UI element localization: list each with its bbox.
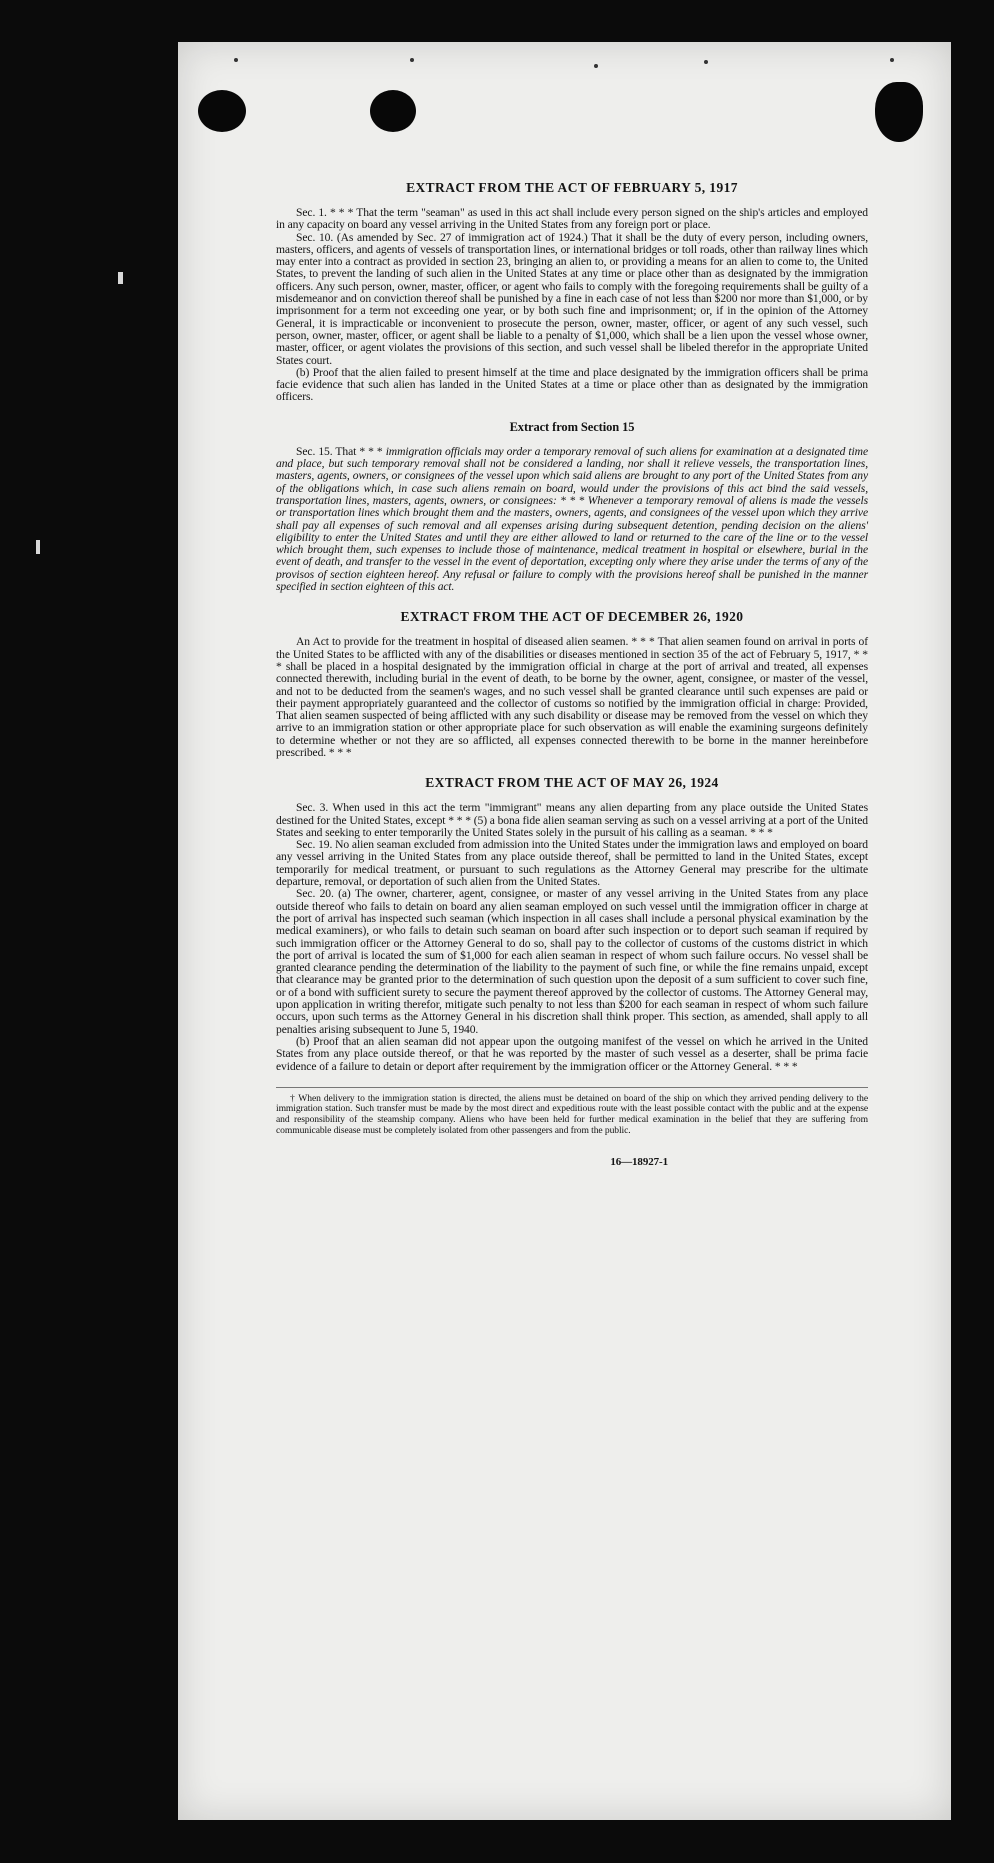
sec-1-paragraph: Sec. 1. * * * That the term "seaman" as used in this act shall include every person signed on the ship's articles and employed in any capacity on board any vessel arriving in the United States from any foreign port or place.: [276, 206, 868, 232]
punch-hole-center: [370, 90, 416, 132]
speck: [410, 58, 414, 62]
sec-10b-paragraph: (b) Proof that the alien failed to present himself at the time and place designated by the immigration officers shall be prima facie evidence that such alien has landed in the United States at a time or place other than as designated by the immigration officers.: [276, 365, 868, 404]
sec-15-lead: Sec. 15. That * * *: [296, 444, 386, 458]
act-1924-section: [276, 775, 868, 1073]
sec-19-paragraph: Sec. 19. No alien seaman excluded from admission into the United States under the immigration laws and employed on board any vessel arriving in the United States from any place outside thereof, shall be permitted to land in the United States, except temporarily for medical treatment, or pursuant to such regulations as the Attorney General may prescribe for the ultimate departure, removal, or deportation of such alien from the United States.: [276, 838, 868, 889]
sec-20a-paragraph: Sec. 20. (a) The owner, charterer, agent, consignee, or master of any vessel arriving in the United States from any place outside thereof who fails to detain on board any alien seaman employed on such vessel until the immigration officer in charge at the port of arrival has inspected such seaman (which inspection in all cases shall include a personal physical examination by the medical examiners), or who fails to detain such seaman on board after such inspection or to deport such seaman if required by such immigration officer or the Attorney General to do so, shall pay to the collector of customs of the customs district in which the port of arrival is located the sum of $1,000 for each alien seaman in respect of whom such failure occurs. No vessel shall be granted clearance pending the determination of the liability to the payment of such fine, or while the fine remains unpaid, except that clearance may be granted prior to the determination of such question upon the deposit of a sum sufficient to cover such fine, or of a bond with sufficient surety to secure the payment thereof approved by the collector of customs. The Attorney General may, upon application in writing therefor, mitigate such penalty to not less than $200 for each seaman in respect of whom such failure occurs, upon such terms as the Attorney General in his discretion shall think proper. This section, as amended, shall apply to all penalties arising subsequent to June 5, 1940.: [276, 887, 868, 1036]
margin-mark: [36, 540, 40, 554]
section-15-extract: [276, 420, 868, 594]
speck: [594, 64, 598, 68]
sec-15-italic-text: immigration officials may order a temporary removal of such aliens for examination at a designated time and place, but such temporary removal shall not be considered a landing, nor shall it relieve vessels, the transportation lines, masters, agents, owners, or consignees of the vessel upon which said aliens are brought to any port of the United States from any of the obligations which, in case such aliens remain on board, would under the provisions of this act bind the said vessels, transportation lines, masters, agents, owners, or consignees: * * * Whenever a temporary removal of aliens is made the vessels or transportation lines which brought them and the masters, owners, agents, and consignees of the vessel upon which they arrive shall pay all expenses of such removal and all expenses arising during subsequent detention, pending decision on the aliens' eligibility to enter the United States and until they are either allowed to land or returned to the care of the line or to the vessel which brought them, such expenses to include those of maintenance, medical treatment in hospital or elsewhere, burial in the event of death, and transfer to the vessel in the event of deportation, excepting only where they arise under the terms of any of the provisos of section eighteen hereof. Any refusal or failure to comply with the provisions hereof shall be punished in the manner specified in section eighteen of this act.: [276, 444, 868, 594]
sec-20b-paragraph: (b) Proof that an alien seaman did not appear upon the outgoing manifest of the vessel on which he arrived in the United States from any place outside thereof, or that he was reported by the master of such vessel as a deserter, shall be prima facie evidence of a failure to detain or deport after requirement by the immigration officer or the Attorney General. * * *: [276, 1034, 868, 1073]
speck: [890, 58, 894, 62]
speck: [234, 58, 238, 62]
act-1917-section: [276, 180, 868, 404]
act-1917-heading: EXTRACT FROM THE ACT OF FEBRUARY 5, 1917: [406, 180, 738, 195]
act-1920-paragraph: An Act to provide for the treatment in hospital of diseased alien seamen. * * * That alien seamen found on arrival in ports of the United States to be afflicted with any of the disabilities or diseases mentioned in section 35 of the act of February 5, 1917, * * * shall be placed in a hospital designated by the immigration official in charge at the port of arrival and treated, all expenses connected therewith, including burial in the event of death, to be borne by the owner, agent, consignee, or master of the vessel, and not to be deducted from the seamen's wages, and no such vessel shall be granted clearance until such expenses are paid or their payment appropriately guaranteed and the collector of customs so notified by the immigration official in charge: Provided, That alien seamen suspected of being afflicted with any such disability or disease may be removed from the vessel on which they arrive to an immigration station or other appropriate place for such observation as will enable the examining surgeons definitely to determine whether or not they are so afflicted, all expenses connected therewith to be borne in the manner hereinbefore prescribed. * * *: [276, 635, 868, 759]
speck: [704, 60, 708, 64]
punch-hole-right: [875, 82, 923, 142]
footnote: [276, 1087, 868, 1136]
footnote-text: † When delivery to the immigration station is directed, the aliens must be detained on board of the ship on which they arrived pending delivery to the immigration station. Such transfer must be made by the most direct and expeditious route with the least possible contact with the public and at the expense and responsibility of the steamship company. Aliens who have been held for further medical examination in the belief that they are suffering from communicable disease must be completely isolated from other passengers and from the public.: [276, 1092, 868, 1136]
margin-mark: [118, 272, 123, 284]
form-code: 16—18927-1: [610, 1156, 668, 1169]
section-15-heading: Extract from Section 15: [509, 419, 635, 434]
sec-10-paragraph: Sec. 10. (As amended by Sec. 27 of immigration act of 1924.) That it shall be the duty of every person, including owners, masters, officers, and agents of vessels of transportation lines, or international bridges or toll roads, other than railway lines which may enter into a contract as provided in section 23, bringing an alien to, or providing a means for an alien to come to, the United States, to prevent the landing of such alien in the United States at any time or place other than as designated by the immigration officers. Any such person, owner, master, officer, or agent who fails to comply with the foregoing requirements shall be guilty of a misdemeanor and on conviction thereof shall be punished by a fine in each case of not less than $200 nor more than $1,000, or by imprisonment for a term not exceeding one year, or by both such fine and imprisonment; or, if in the opinion of the Attorney General, it is impracticable or inconvenient to prosecute the person, owner, master, officer, or agent of any such vessel, such person, owner, master, officer, or agent shall be liable to a penalty of $1,000, which shall be a lien upon the vessel whose owner, master, officer, or agent violates the provisions of this section, and such vessel shall be libeled therefor in the appropriate United States court.: [276, 230, 868, 367]
document-page: [178, 42, 951, 1820]
act-1920-section: [276, 609, 868, 759]
act-1924-heading: EXTRACT FROM THE ACT OF MAY 26, 1924: [425, 775, 719, 791]
act-1920-heading: EXTRACT FROM THE ACT OF DECEMBER 26, 1920: [400, 609, 744, 625]
sec-15-paragraph: [276, 446, 868, 594]
sec-3-paragraph: Sec. 3. When used in this act the term "immigrant" means any alien departing from any place outside the United States destined for the United States, except * * * (5) a bona fide alien seaman serving as such on a vessel arriving at a port of the United States and seeking to enter temporarily the United States solely in the pursuit of his calling as a seaman. * * *: [276, 801, 868, 839]
punch-hole-left: [198, 90, 246, 132]
document-body: [276, 180, 868, 1168]
